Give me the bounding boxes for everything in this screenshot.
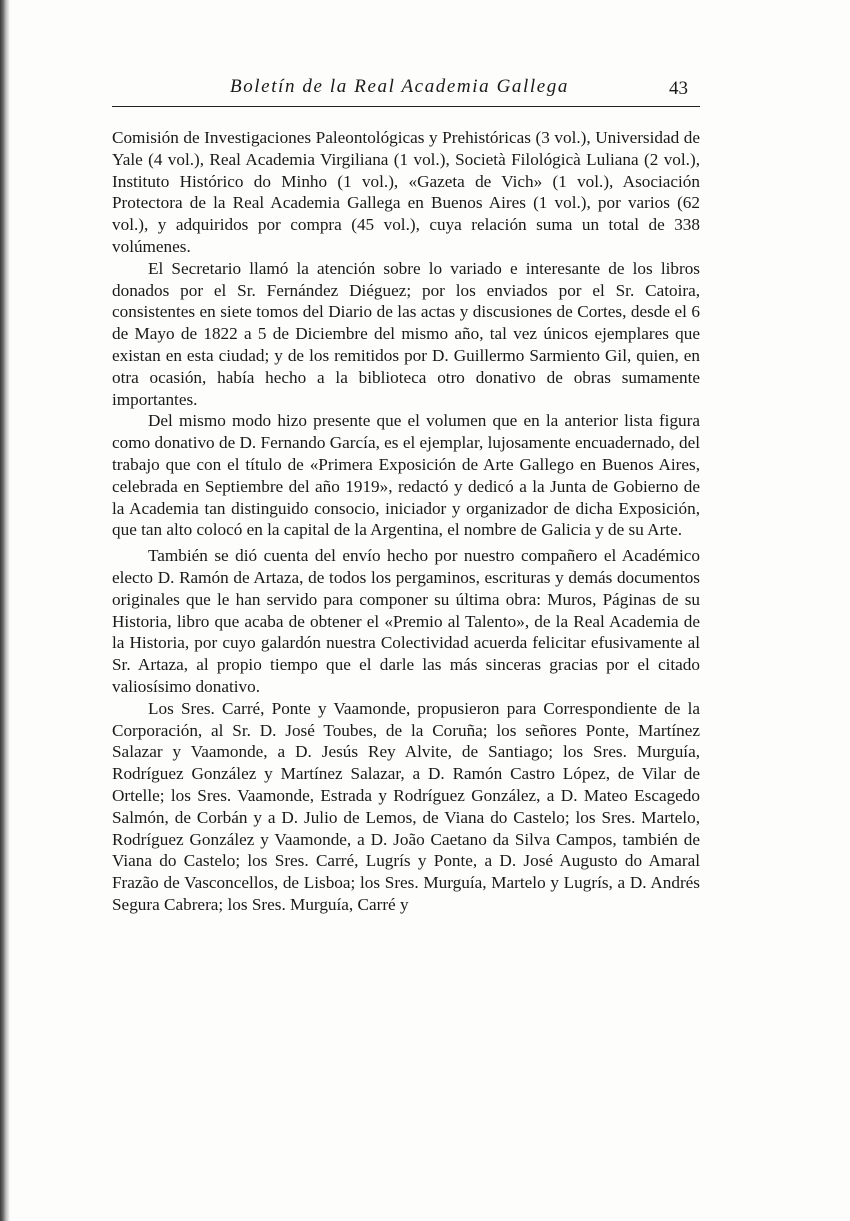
body-text bbox=[112, 127, 700, 916]
paragraph-fernando-garcia-donation: Del mismo modo hizo presente que el volumen que en la anterior lista figura como donativo de D. Fernando García, es el ejemplar, lujosamente encuadernado, del trabajo que con el título de «Primera Exposición de Arte Gallego en Buenos Aires, celebrada en Septiembre del año 1919», redactó y dedicó a la Junta de Gobierno de la Academia tan distinguido consocio, iniciador y organizador de dicha Exposición, que tan alto colocó en la capital de la Argentina, el nombre de Galicia y de su Arte. bbox=[112, 411, 700, 540]
running-header bbox=[112, 76, 700, 107]
page-number: 43 bbox=[669, 78, 688, 99]
journal-title: Boletín de la Real Academia Gallega bbox=[230, 76, 569, 97]
page-binding-edge bbox=[0, 0, 10, 1221]
paragraph-secretary-remarks: El Secretario llamó la atención sobre lo variado e interesante de los libros donados por el Sr. Fernández Diéguez; por los enviados por el Sr. Catoira, consistentes en siete tomos del Diario de las actas y discusiones de Cortes, desde el 6 de Mayo de 1822 a 5 de Diciembre del mismo año, tal vez únicos ejemplares que existan en esta ciudad; y de los remitidos por D. Guillermo Sarmiento Gil, quien, en otra ocasión, había hecho a la biblioteca otro donativo de obras sumamente importantes. bbox=[112, 258, 700, 409]
paragraph-artaza-donation: También se dió cuenta del envío hecho por nuestro compañero el Académico electo D. Ramón de Artaza, de todos los pergaminos, escrituras y demás documentos originales que le han servido para componer su última obra: Muros, Páginas de su Historia, libro que acaba de obtener el «Premio al Talento», de la Real Academia de la Historia, por cuyo galardón nuestra Colectividad acuerda felicitar efusivamente al Sr. Artaza, al propio tiempo que el darle las más sinceras gracias por el citado valiosísimo donativo. bbox=[112, 546, 700, 696]
paragraph-correspondent-proposals: Los Sres. Carré, Ponte y Vaamonde, propusieron para Correspondiente de la Corporación, al Sr. D. José Toubes, de la Coruña; los señores Ponte, Martínez Salazar y Vaamonde, a D. Jesús Rey Alvite, de Santiago; los Sres. Murguía, Rodríguez González y Martínez Salazar, a D. Ramón Castro López, de Vilar de Ortelle; los Sres. Vaamonde, Estrada y Rodríguez González, a D. Mateo Escagedo Salmón, de Corbán y a D. Julio de Lemos, de Viana do Castelo; los Sres. Martelo, Rodríguez González y Vaamonde, a D. João Caetano da Silva Campos, también de Viana do Castelo; los Sres. Carré, Lugrís y Ponte, a D. José Augusto do Amaral Frazão de Vasconcellos, de Lisboa; los Sres. Murguía, Martelo y Lugrís, a D. Andrés Segura Cabrera; los Sres. Murguía, Carré y bbox=[112, 698, 700, 914]
paragraph-donations-list: Comisión de Investigaciones Paleontológicas y Prehistóricas (3 vol.), Universidad de Yale (4 vol.), Real Academia Virgiliana (1 vol.), Società Filológicà Luliana (2 vol.), Instituto Histórico do Minho (1 vol.), «Gazeta de Vich» (1 vol.), Asociación Protectora de la Real Academia Gallega en Buenos Aires (1 vol.), por varios (62 vol.), y adquiridos por compra (45 vol.), cuya relación suma un total de 338 volúmenes. bbox=[112, 128, 700, 256]
